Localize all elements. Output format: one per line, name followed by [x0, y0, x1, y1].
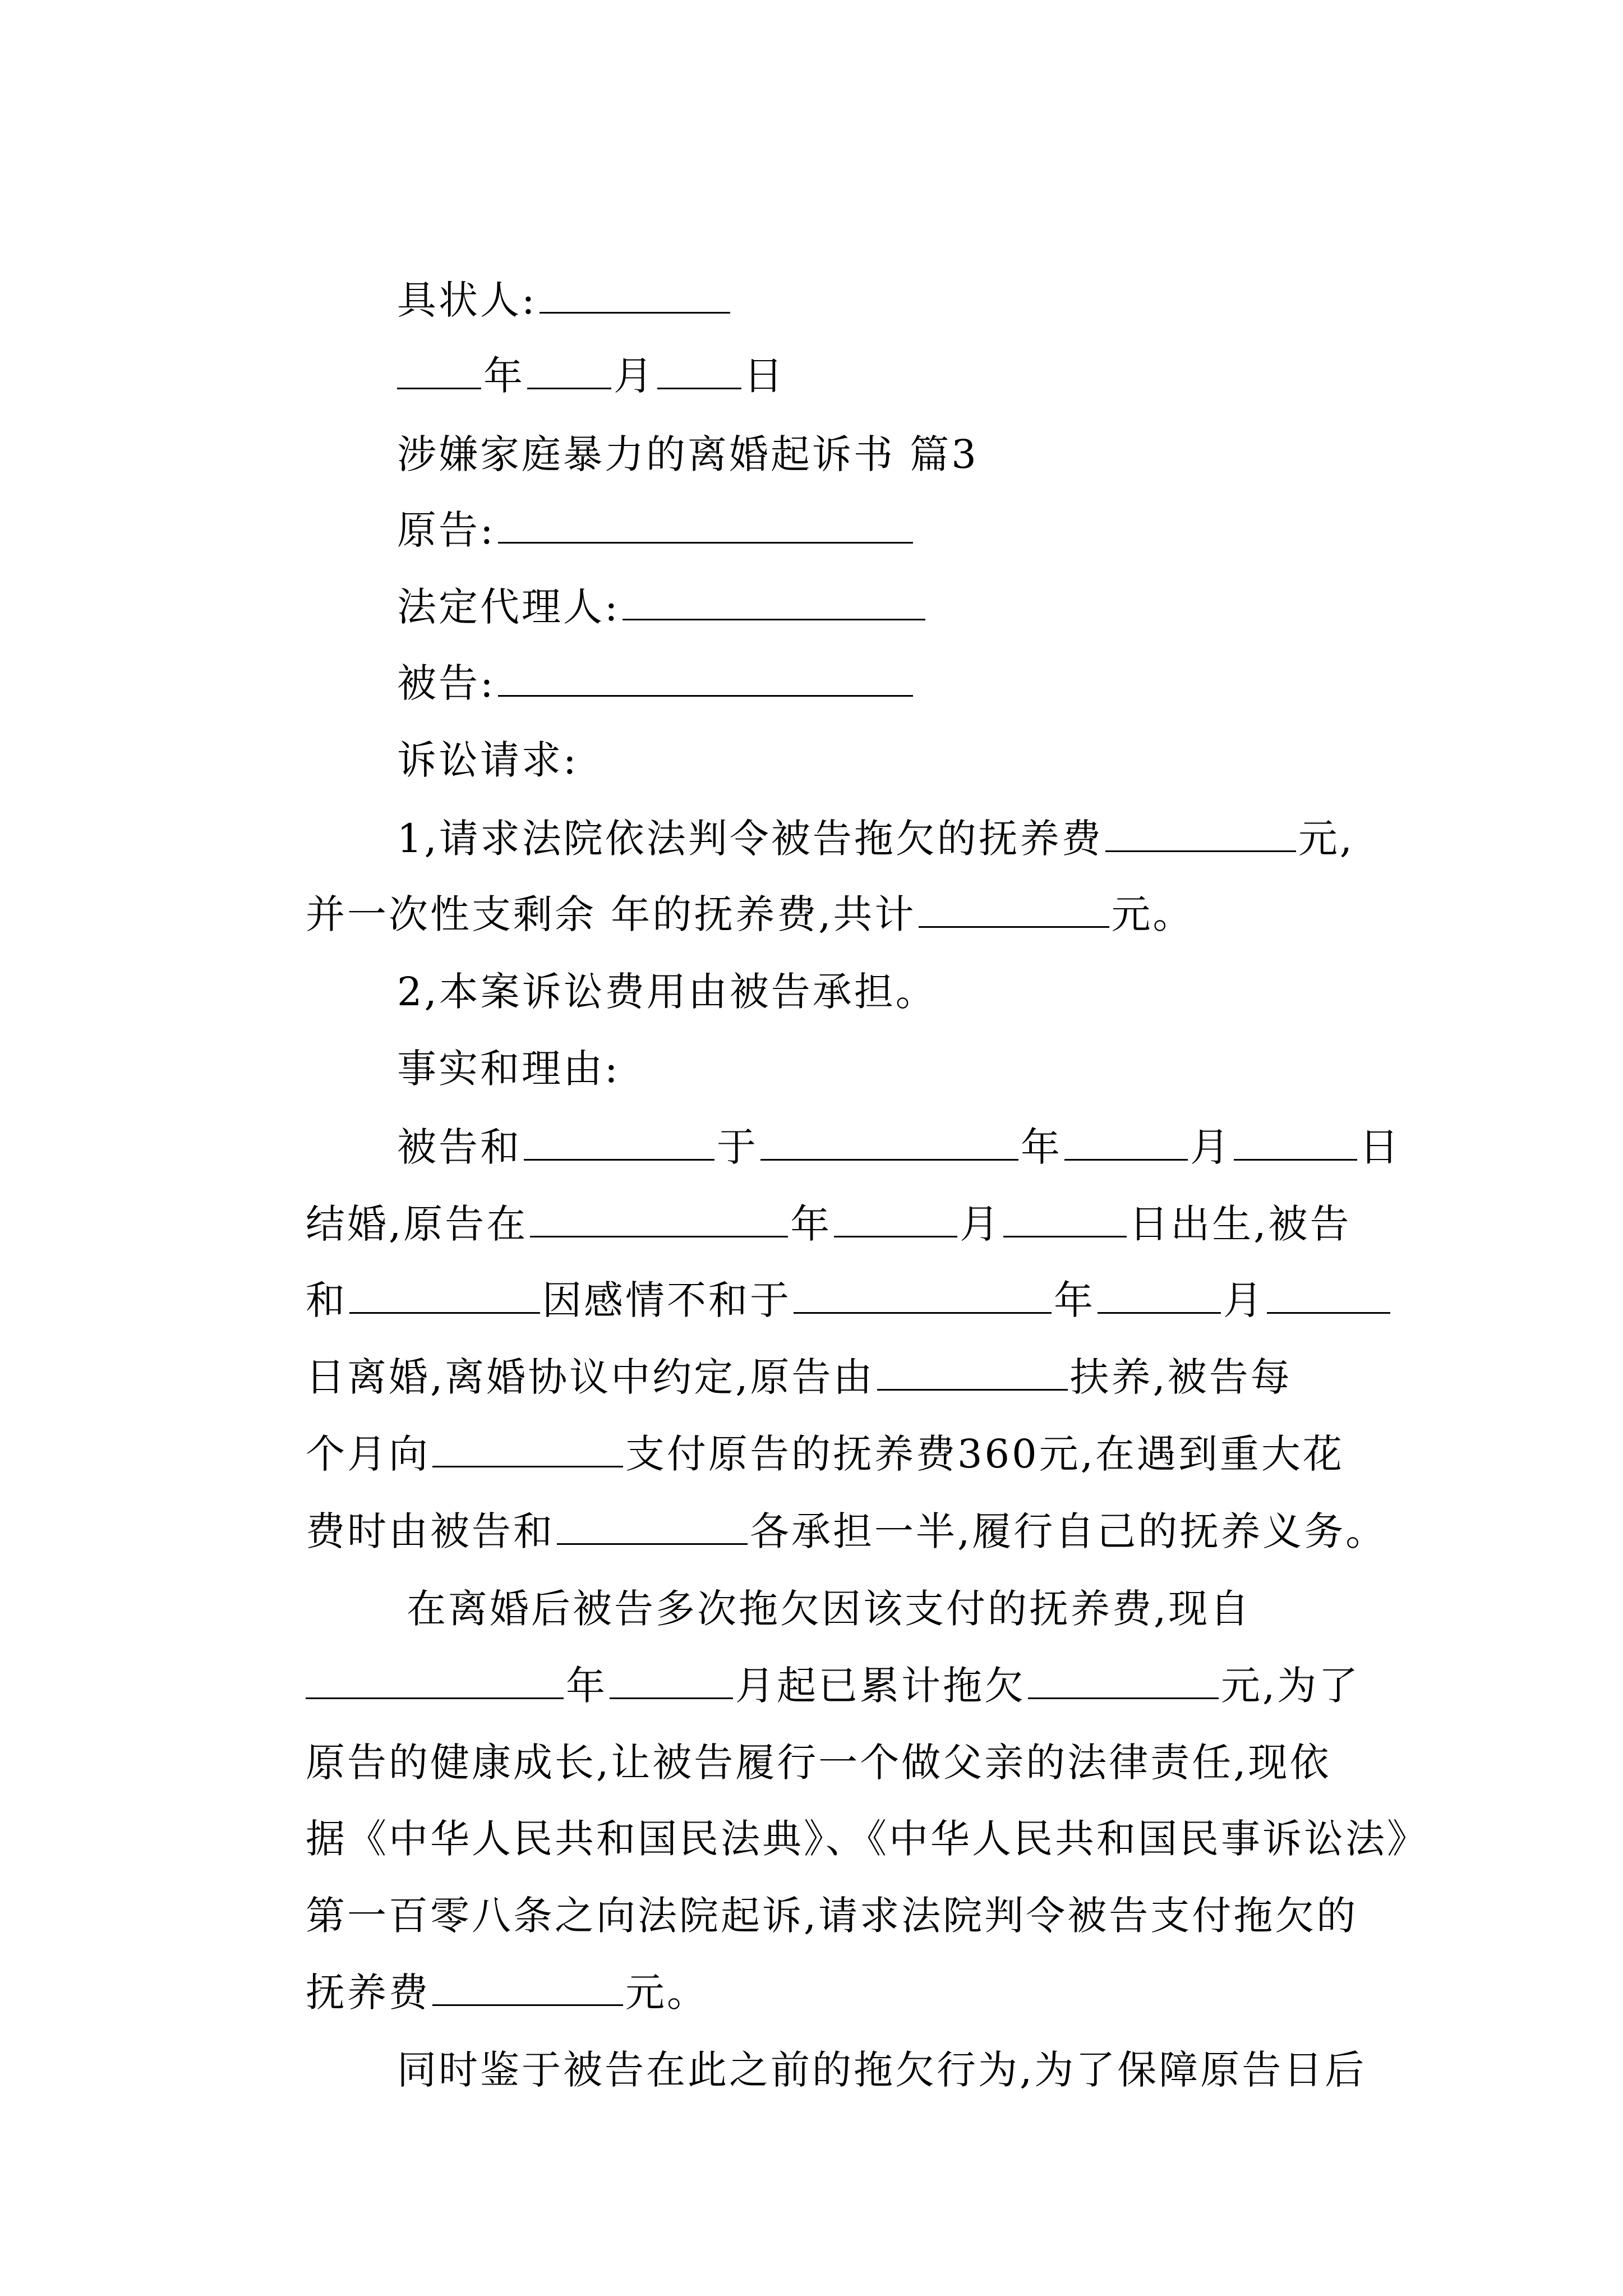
legal-representative-line [338, 523, 928, 630]
facts-line-1 [338, 1063, 1401, 1170]
plaintiff-label: 原告: [397, 507, 496, 553]
claim-2-text: 2,本案诉讼费用由被告承担。 [397, 969, 937, 1015]
facts-line-5 [247, 1370, 1344, 1477]
facts-text: 年 [1054, 1277, 1096, 1323]
facts-text: 在离婚后被告多次拖欠因该支付的抚养费,现自 [407, 1586, 1252, 1632]
facts-line-9 [247, 1678, 1331, 1786]
facts-text: 扶养,被告每 [1069, 1354, 1292, 1400]
claim-1-suffix: 元, [1298, 816, 1355, 862]
facts-line-11 [247, 1832, 1358, 1939]
month-label: 月 [614, 353, 656, 399]
facts-text: 月 [1223, 1277, 1265, 1323]
facts-line-12 [247, 1908, 709, 2016]
day-label: 日 [744, 353, 786, 399]
facts-text: 因感情不和于 [542, 1277, 792, 1323]
facts-heading [338, 984, 620, 1092]
facts-text: 抚养费 [306, 1970, 431, 2016]
defendant-label: 被告: [397, 660, 496, 706]
signatory-label: 具状人: [397, 277, 537, 323]
facts-text: 元。 [625, 1970, 709, 2016]
section-title [338, 370, 979, 477]
date-line [338, 292, 786, 399]
facts-line-3 [247, 1216, 1393, 1323]
facts-line-7 [348, 1525, 1252, 1632]
facts-line-10 [247, 1755, 1429, 1862]
facts-line-6 [247, 1447, 1387, 1554]
facts-text: 日离婚,离婚协议中约定,原告由 [306, 1354, 875, 1400]
plaintiff-line [338, 446, 915, 553]
section-title-text: 涉嫌家庭暴力的离婚起诉书 篇3 [397, 431, 979, 477]
facts-text: 原告的健康成长,让被告履行一个做父亲的法律责任,现依 [306, 1740, 1331, 1786]
claim-1-line-1 [338, 754, 1355, 862]
total-amount-blank [919, 891, 1109, 928]
facts-text: 支付原告的抚养费360元,在遇到重大花 [625, 1431, 1344, 1477]
claims-heading-text: 诉讼请求: [397, 737, 579, 783]
legal-representative-label: 法定代理人: [397, 584, 620, 630]
facts-line-8 [247, 1602, 1361, 1709]
signature-line [338, 216, 732, 323]
facts-text: 月 [1190, 1124, 1232, 1170]
facts-text: 同时鉴于被告在此之前的拖欠行为,为了保障原告日后 [397, 2047, 1367, 2093]
facts-text: 据《中华人民共和国民法典》、《中华人民共和国民事诉讼法》 [306, 1816, 1429, 1862]
facts-text: 和 [306, 1277, 348, 1323]
facts-text: 被告和 [397, 1124, 522, 1170]
facts-text: 元,为了 [1221, 1663, 1361, 1709]
claim-2-line [338, 908, 937, 1015]
claim-1-line-2 [247, 830, 1195, 937]
facts-heading-text: 事实和理由: [397, 1046, 620, 1092]
facts-text: 结婚,原告在 [306, 1201, 528, 1247]
facts-text: 各承担一半,履行自己的抚养义务。 [750, 1508, 1387, 1554]
facts-text: 第一百零八条之向法院起诉,请求法院判令被告支付拖欠的 [306, 1893, 1358, 1939]
claim-1-text: 1,请求法院依法判令被告拖欠的抚养费 [397, 816, 1103, 862]
facts-text: 月 [960, 1201, 1002, 1247]
facts-line-4 [247, 1293, 1292, 1400]
facts-text: 年 [790, 1201, 832, 1247]
facts-line-13 [338, 1986, 1367, 2093]
facts-text: 于 [717, 1124, 759, 1170]
facts-line-2 [247, 1140, 1352, 1247]
claims-heading [338, 676, 579, 783]
facts-text: 年 [566, 1663, 608, 1709]
facts-text: 年 [1021, 1124, 1063, 1170]
facts-text: 月起已累计拖欠 [735, 1663, 1026, 1709]
claim-1-continuation: 并一次性支剩余 年的抚养费,共计 [306, 891, 916, 937]
defendant-line [338, 599, 915, 706]
facts-text: 日 [1359, 1124, 1401, 1170]
facts-text: 日出生,被告 [1129, 1201, 1352, 1247]
facts-text: 个月向 [306, 1431, 431, 1477]
claim-1-end: 元。 [1111, 891, 1195, 937]
year-label: 年 [483, 353, 525, 399]
facts-text: 费时由被告和 [306, 1508, 555, 1554]
